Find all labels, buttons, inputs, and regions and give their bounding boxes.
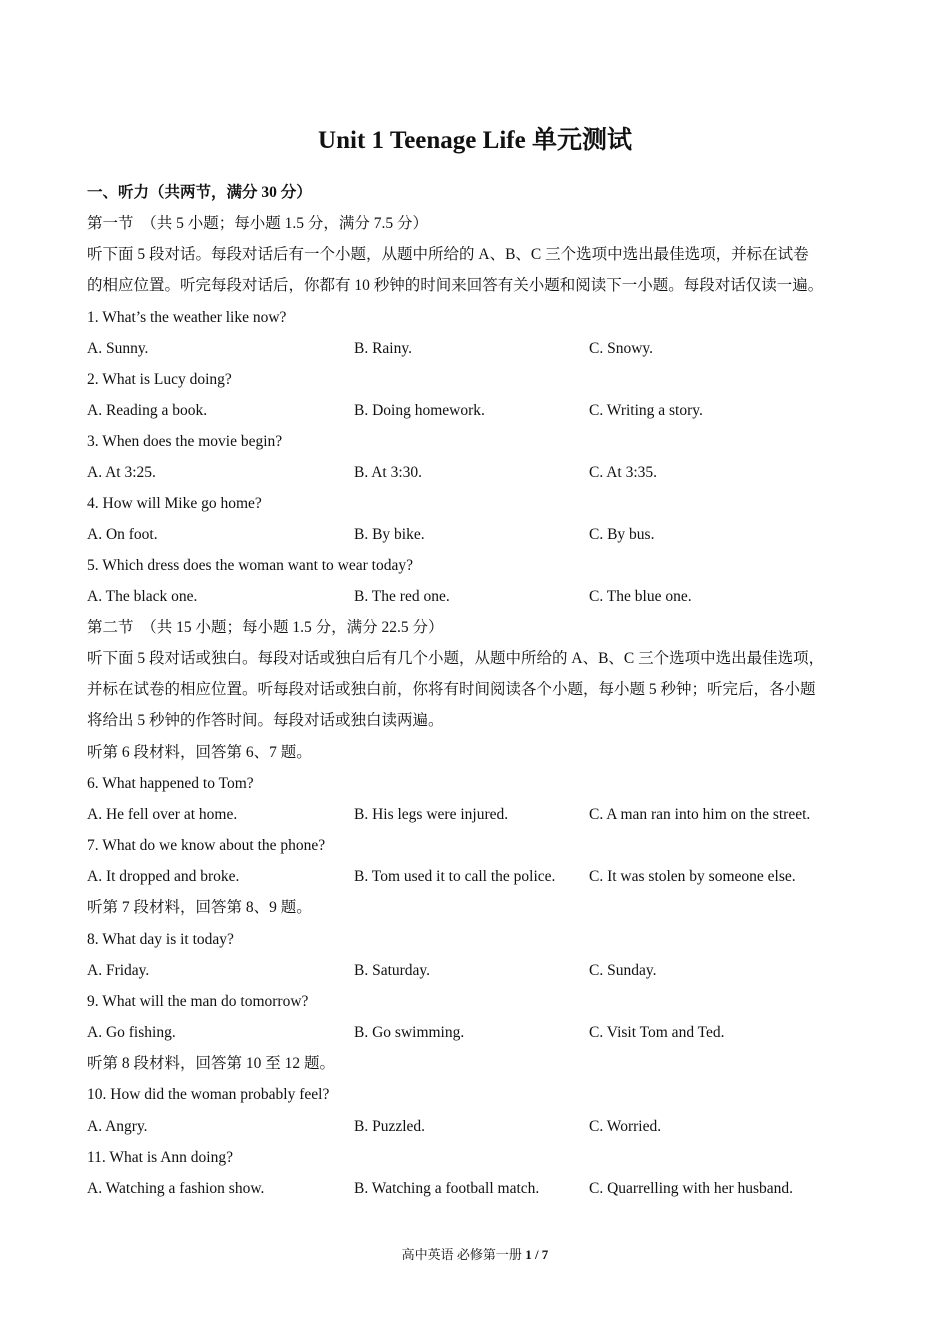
material-note-6: 听第 6 段材料，回答第 6、7 题。 <box>87 744 312 761</box>
option-c: C. Quarrelling with her husband. <box>589 1180 794 1197</box>
footer-course: 高中英语 必修第一册 <box>401 1247 522 1262</box>
question-1: 1. What’s the weather like now? <box>87 309 287 326</box>
option-a: A. Watching a fashion show. <box>87 1180 265 1197</box>
question-3: 3. When does the movie begin? <box>87 433 283 450</box>
question-11: 11. What is Ann doing? <box>87 1149 233 1166</box>
option-b: B. By bike. <box>354 526 425 543</box>
option-c: C. Visit Tom and Ted. <box>589 1024 725 1041</box>
option-a: A. The black one. <box>87 588 198 605</box>
section1-header: 第一节 （共 5 小题；每小题 1.5 分，满分 7.5 分） <box>87 215 429 232</box>
page-title: Unit 1 Teenage Life 单元测试 <box>318 127 632 154</box>
section1-instruction-line1: 听下面 5 段对话。每段对话后有一个小题，从题中所给的 A、B、C 三个选项中选出最佳选项，并标在试卷 <box>87 246 809 263</box>
part-heading: 一、听力（共两节，满分 30 分） <box>87 184 312 201</box>
option-a: A. Go fishing. <box>87 1024 176 1041</box>
option-b: B. Tom used it to call the police. <box>354 868 556 885</box>
option-b: B. Watching a football match. <box>354 1180 540 1197</box>
question-7: 7. What do we know about the phone? <box>87 837 326 854</box>
question-5: 5. Which dress does the woman want to wear today? <box>87 557 413 574</box>
question-9: 9. What will the man do tomorrow? <box>87 993 309 1010</box>
option-a: A. At 3:25. <box>87 464 156 481</box>
question-2: 2. What is Lucy doing? <box>87 371 232 388</box>
option-b: B. His legs were injured. <box>354 806 509 823</box>
section2-instruction-line3: 将给出 5 秒钟的作答时间。每段对话或独白读两遍。 <box>87 712 444 729</box>
option-c: C. It was stolen by someone else. <box>589 868 796 885</box>
option-c: C. A man ran into him on the street. <box>589 806 811 823</box>
option-a: A. Friday. <box>87 962 150 979</box>
option-a: A. Reading a book. <box>87 402 208 419</box>
question-8: 8. What day is it today? <box>87 931 234 948</box>
option-a: A. On foot. <box>87 526 158 543</box>
option-b: B. At 3:30. <box>354 464 423 481</box>
question-10: 10. How did the woman probably feel? <box>87 1086 330 1103</box>
option-a: A. Sunny. <box>87 340 149 357</box>
material-note-7: 听第 7 段材料，回答第 8、9 题。 <box>87 899 312 916</box>
option-c: C. At 3:35. <box>589 464 658 481</box>
option-a: A. He fell over at home. <box>87 806 238 823</box>
option-c: C. The blue one. <box>589 588 692 605</box>
option-c: C. Worried. <box>589 1118 662 1135</box>
section1-instruction-line2: 的相应位置。听完每段对话后，你都有 10 秒钟的时间来回答有关小题和阅读下一小题。每段对话仅读一遍。 <box>87 277 824 294</box>
option-b: B. The red one. <box>354 588 450 605</box>
option-b: B. Doing homework. <box>354 402 485 419</box>
page-number: 1 / 7 <box>525 1247 549 1262</box>
option-b: B. Puzzled. <box>354 1118 426 1135</box>
section2-header: 第二节 （共 15 小题；每小题 1.5 分，满分 22.5 分） <box>87 619 444 636</box>
section2-instruction-line2: 并标在试卷的相应位置。听每段对话或独白前，你将有时间阅读各个小题，每小题 5 秒钟；听完后，各小题 <box>87 681 816 698</box>
material-note-8: 听第 8 段材料，回答第 10 至 12 题。 <box>87 1055 336 1072</box>
option-c: C. By bus. <box>589 526 655 543</box>
question-6: 6. What happened to Tom? <box>87 775 254 792</box>
option-a: A. Angry. <box>87 1118 148 1135</box>
option-c: C. Sunday. <box>589 962 657 979</box>
option-c: C. Snowy. <box>589 340 654 357</box>
option-b: B. Saturday. <box>354 962 431 979</box>
option-a: A. It dropped and broke. <box>87 868 240 885</box>
option-b: B. Rainy. <box>354 340 412 357</box>
option-c: C. Writing a story. <box>589 402 703 419</box>
option-b: B. Go swimming. <box>354 1024 465 1041</box>
page-footer <box>0 1245 950 1265</box>
section2-instruction-line1: 听下面 5 段对话或独白。每段对话或独白后有几个小题，从题中所给的 A、B、C 三个选项中选出最佳选项， <box>87 650 825 667</box>
question-4: 4. How will Mike go home? <box>87 495 262 512</box>
